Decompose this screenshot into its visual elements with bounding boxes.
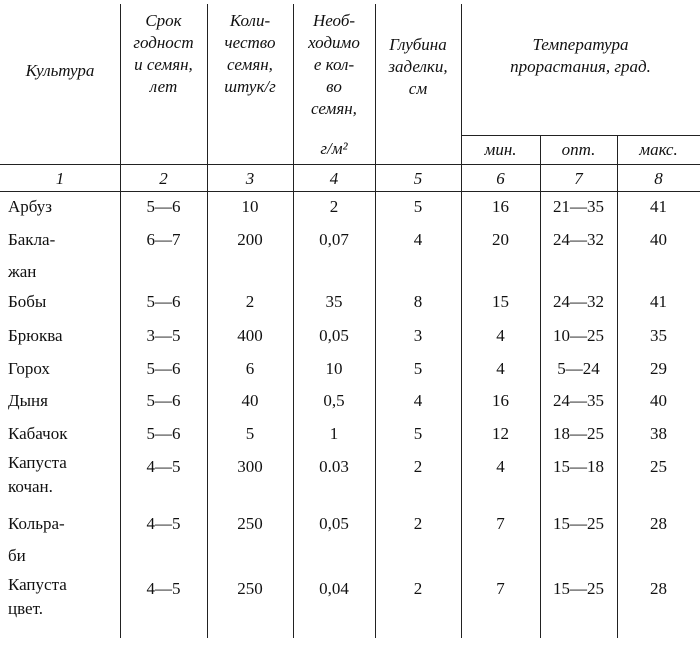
table-cell-life: 4—5 <box>146 514 181 533</box>
table-cell-need: 0,04 <box>319 579 349 598</box>
col-divider <box>461 4 462 638</box>
table-cell-topt: 15—25 <box>553 514 604 533</box>
table-cell-topt: 5—24 <box>557 359 600 378</box>
table-cell-tmax: 25 <box>650 457 667 476</box>
table-cell-count: 300 <box>237 457 263 476</box>
table-cell-life: 6—7 <box>146 230 181 249</box>
table-cell-topt: 15—25 <box>553 579 604 598</box>
table-cell-life: 5—6 <box>146 424 181 443</box>
col-divider <box>120 4 121 638</box>
row-culture-name: Горох <box>8 359 50 378</box>
header-depth: Глубина заделки, см <box>388 35 448 98</box>
row-culture-name: Бакла- жан <box>8 230 56 281</box>
table-cell-tmax: 38 <box>650 424 667 443</box>
table-cell-topt: 15—18 <box>553 457 604 476</box>
row-culture-name: Капуста кочан. <box>8 453 67 496</box>
table-cell-tmin: 7 <box>496 579 505 598</box>
table-cell-tmax: 28 <box>650 514 667 533</box>
table-cell-life: 5—6 <box>146 391 181 410</box>
table-cell-tmin: 15 <box>492 292 509 311</box>
header-t-min: мин. <box>484 140 517 159</box>
table-cell-need: 0,05 <box>319 326 349 345</box>
row-culture-name: Капуста цвет. <box>8 575 67 618</box>
table-cell-depth: 3 <box>413 326 423 345</box>
column-number: 3 <box>245 169 255 188</box>
table-cell-tmax: 40 <box>650 391 667 410</box>
table-cell-topt: 24—32 <box>553 292 604 311</box>
column-number: 6 <box>496 169 505 188</box>
table-cell-depth: 8 <box>413 292 423 311</box>
table-cell-life: 4—5 <box>146 457 181 476</box>
table-cell-life: 5—6 <box>146 197 181 216</box>
table-cell-tmin: 4 <box>496 457 505 476</box>
table-cell-count: 10 <box>241 197 259 216</box>
temp-subheader-rule <box>461 135 700 136</box>
table-cell-depth: 5 <box>413 424 423 443</box>
table-cell-life: 5—6 <box>146 359 181 378</box>
column-number: 4 <box>329 169 339 188</box>
table-cell-life: 4—5 <box>146 579 181 598</box>
header-rule <box>0 164 700 165</box>
table-cell-count: 5 <box>245 424 255 443</box>
table-cell-topt: 24—32 <box>553 230 604 249</box>
table-cell-depth: 2 <box>413 457 423 476</box>
header-seed-count: Коли- чество семян, штук/г <box>224 11 276 96</box>
table-cell-need: 0,5 <box>323 391 345 410</box>
header-temperature: Температура прорастания, град. <box>510 35 651 76</box>
table-cell-count: 250 <box>237 579 263 598</box>
table-cell-depth: 4 <box>413 391 423 410</box>
row-culture-name: Бобы <box>8 292 47 311</box>
table-cell-topt: 21—35 <box>553 197 604 216</box>
table-cell-tmin: 12 <box>492 424 509 443</box>
column-number: 5 <box>413 169 423 188</box>
table-cell-count: 2 <box>245 292 255 311</box>
table-cell-tmax: 29 <box>650 359 667 378</box>
table-cell-tmax: 35 <box>650 326 667 345</box>
table-cell-count: 400 <box>237 326 263 345</box>
table-cell-tmax: 41 <box>650 292 667 311</box>
row-culture-name: Арбуз <box>8 197 52 216</box>
row-culture-name: Кольра- би <box>8 514 65 565</box>
table-cell-need: 0,05 <box>319 514 349 533</box>
header-t-opt: опт. <box>561 140 596 159</box>
table-cell-topt: 24—35 <box>553 391 604 410</box>
header-culture: Культура <box>25 61 95 80</box>
table-cell-depth: 5 <box>413 359 423 378</box>
table-cell-need: 0.03 <box>319 457 349 476</box>
table-cell-tmax: 40 <box>650 230 667 249</box>
table-cell-count: 40 <box>241 391 259 410</box>
column-number: 8 <box>654 169 663 188</box>
table-cell-tmin: 7 <box>496 514 505 533</box>
table-cell-topt: 10—25 <box>553 326 604 345</box>
table-cell-need: 35 <box>325 292 343 311</box>
table-cell-tmin: 16 <box>492 197 509 216</box>
column-number: 7 <box>574 169 583 188</box>
table-cell-tmin: 20 <box>492 230 509 249</box>
numbers-rule <box>0 191 700 192</box>
table-cell-count: 250 <box>237 514 263 533</box>
table-cell-count: 200 <box>237 230 263 249</box>
row-culture-name: Дыня <box>8 391 48 410</box>
table-cell-need: 0,07 <box>319 230 349 249</box>
table-cell-need: 2 <box>329 197 339 216</box>
table-cell-tmin: 4 <box>496 326 505 345</box>
table-cell-depth: 4 <box>413 230 423 249</box>
table-cell-life: 3—5 <box>146 326 181 345</box>
table-cell-tmax: 28 <box>650 579 667 598</box>
row-culture-name: Кабачок <box>8 424 68 443</box>
table-cell-depth: 2 <box>413 579 423 598</box>
table-cell-depth: 5 <box>413 197 423 216</box>
header-t-max: макс. <box>639 140 678 159</box>
table-cell-tmin: 16 <box>492 391 509 410</box>
header-seed-need: Необ- ходимо е кол- во семян, <box>308 11 360 118</box>
table-cell-count: 6 <box>245 359 255 378</box>
table-cell-need: 1 <box>329 424 339 443</box>
row-culture-name: Брюква <box>8 326 63 345</box>
table-cell-tmin: 4 <box>496 359 505 378</box>
col-divider <box>207 4 208 638</box>
header-seed-need-unit: г/м² <box>320 139 348 158</box>
table-cell-need: 10 <box>325 359 343 378</box>
header-shelf-life: Срок годност и семян, лет <box>133 11 194 96</box>
column-number: 1 <box>55 169 65 188</box>
table-cell-tmax: 41 <box>650 197 667 216</box>
column-number: 2 <box>159 169 168 188</box>
table-cell-topt: 18—25 <box>553 424 604 443</box>
table-cell-life: 5—6 <box>146 292 181 311</box>
table-cell-depth: 2 <box>413 514 423 533</box>
